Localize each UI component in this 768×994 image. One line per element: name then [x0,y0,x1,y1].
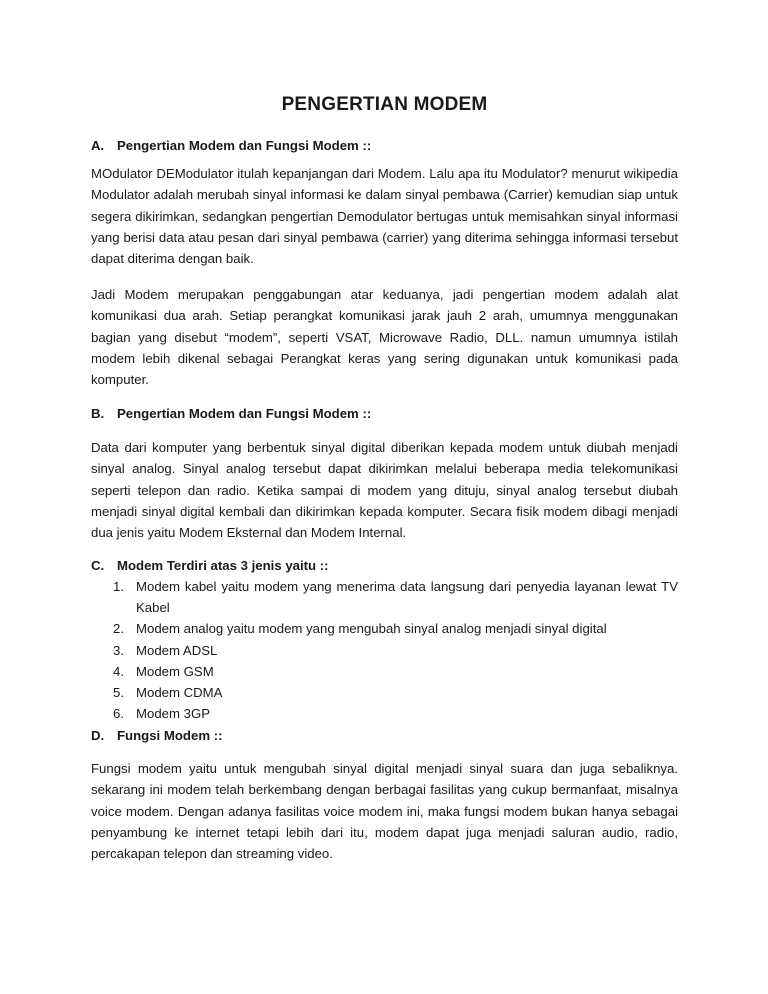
list-item: 5. Modem CDMA [113,685,223,701]
paragraph: Fungsi modem yaitu untuk mengubah sinyal digital menjadi sinyal suara dan juga sebaliknya. sekarang ini modem telah berkembang dengan berbagai fasilitas yang cukup bermanfaat, misalnya voice modem. Dengan adanya fasilitas voice modem ini, maka fungsi modem bukan hanya sebagai penyambung ke internet tetapi lebih dari itu, modem dapat juga menjadi saluran audio, radio, percakapan telepon dan streaming video. [91,761,678,862]
section-heading-text: Fungsi Modem :: [117,728,223,743]
section-heading-text: Pengertian Modem dan Fungsi Modem :: [117,138,372,153]
list-item: 1. Modem kabel yaitu modem yang menerima data langsung dari penyedia layanan lewat TV Kabel [113,579,678,616]
section-heading-c [91,555,329,576]
section-letter: A. [91,138,105,153]
section-letter: B. [91,406,105,421]
section-heading-a [91,135,371,156]
list-item: 2. Modem analog yaitu modem yang mengubah sinyal analog menjadi sinyal digital [113,621,607,637]
section-heading-text: Modem Terdiri atas 3 jenis yaitu :: [117,558,329,573]
section-heading-d [91,725,223,746]
list-item: 4. Modem GSM [113,663,214,679]
paragraph: Data dari komputer yang berbentuk sinyal digital diberikan kepada modem untuk diubah menjadi sinyal analog. Sinyal analog tersebut dapat dikirimkan melalui beberapa media telekomunikasi seperti telepon dan radio. Ketika sampai di modem yang dituju, sinyal analog tersebut diubah menjadi sinyal digital kembali dan dikirimkan kepada komputer. Secara fisik modem dibagi menjadi dua jenis yaitu Modem Eksternal dan Modem Internal. [91,440,678,541]
list-item: 6. Modem 3GP [113,706,211,722]
section-letter: D. [91,728,105,743]
modem-type-list [113,576,678,724]
list-item: 3. Modem ADSL [113,642,218,658]
section-letter: C. [91,558,105,573]
section-heading-text: Pengertian Modem dan Fungsi Modem :: [117,406,372,421]
section-heading-b [91,403,371,424]
paragraph: MOdulator DEModulator itulah kepanjangan dari Modem. Lalu apa itu Modulator? menurut wikipedia Modulator adalah merubah sinyal informasi ke dalam sinyal pembawa (Carrier) kemudian siap untuk segera dikirimkan, sedangkan pengertian Demodulator bertugas untuk memisahkan sinyal informasi yang berisi data atau pesan dari sinyal pembawa (carrier) yang diterima sehingga informasi tersebut dapat diterima dengan baik. [91,166,678,267]
paragraph: Jadi Modem merupakan penggabungan atar keduanya, jadi pengertian modem adalah alat komunikasi dua arah. Setiap perangkat komunikasi jarak jauh 2 arah, umumnya menggunakan bagian yang disebut “modem”, seperti VSAT, Microwave Radio, DLL. namun umumnya istilah modem lebih dikenal sebagai Perangkat keras yang sering digunakan untuk komunikasi pada komputer. [91,287,678,388]
document-title: PENGERTIAN MODEM [281,94,488,115]
